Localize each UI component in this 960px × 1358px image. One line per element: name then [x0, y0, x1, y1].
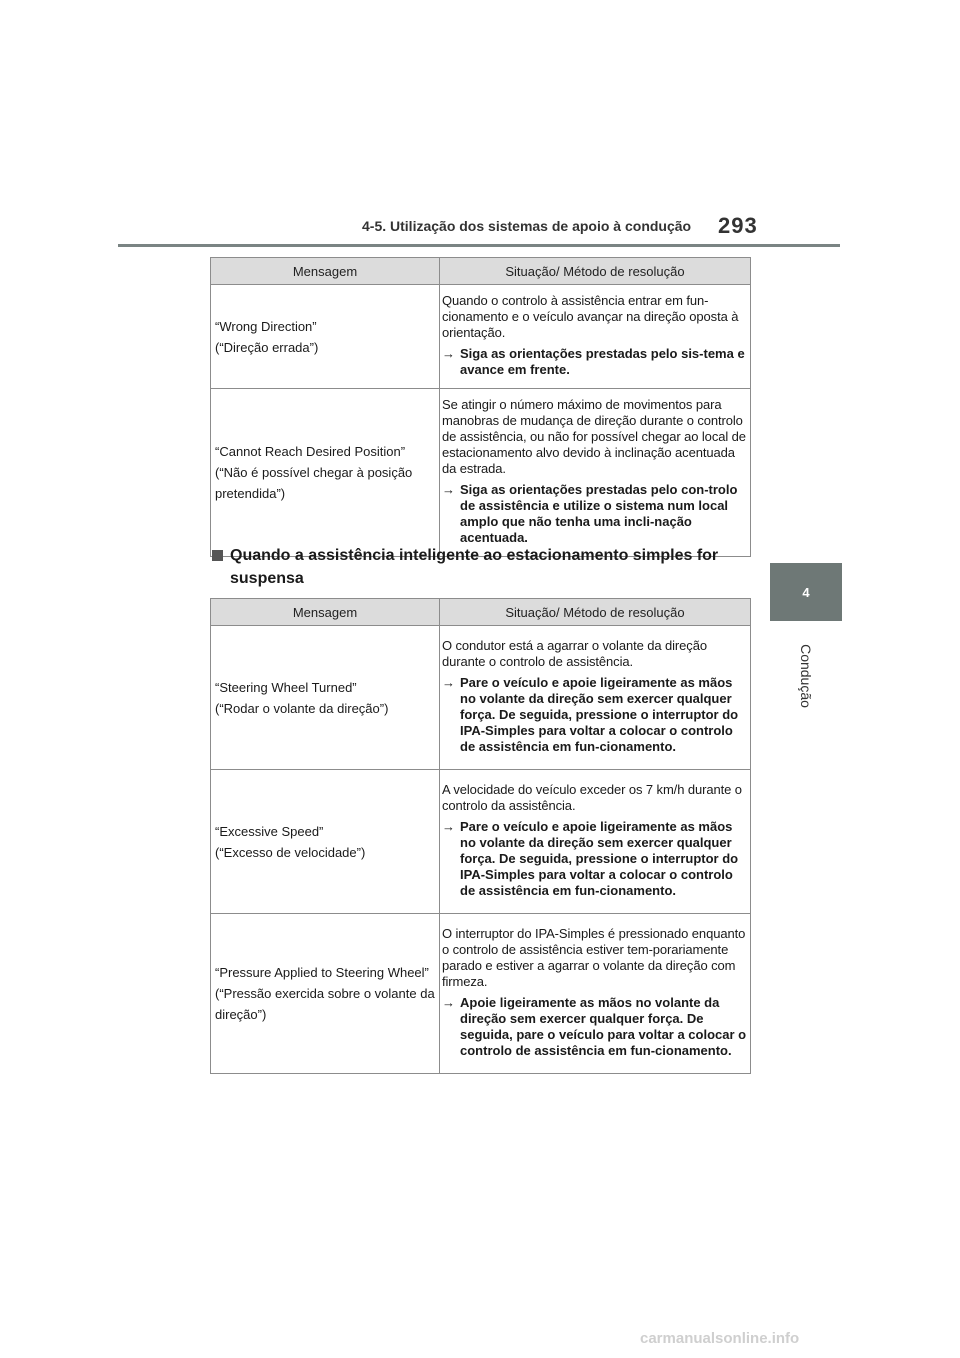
table-row [211, 285, 751, 389]
situation-description: O interruptor do IPA-Simples é pressionado enquanto o controlo de assistência estiver tem-porariamente parado e estiver a agarrar o volante da direção com firmeza. [442, 926, 746, 989]
message-translation: (“Pressão exercida sobre o volante da direção”) [215, 986, 435, 1022]
message-original: “Cannot Reach Desired Position” [215, 444, 406, 459]
situation-cell [440, 770, 751, 914]
message-original: “Pressure Applied to Steering Wheel” [215, 965, 429, 980]
arrow-right-icon: → [442, 346, 455, 361]
arrow-right-icon: → [442, 675, 455, 690]
arrow-right-icon: → [442, 482, 455, 497]
message-translation: (“Excesso de velocidade”) [215, 844, 366, 860]
message-original: “Wrong Direction” [215, 318, 317, 334]
situation-description: Se atingir o número máximo de movimentos para manobras de mudança de direção durante o controlo de assistência, ou não for possível chegar ao local de estacionamento alvo devido à inclinação acentuada da estrada. [442, 397, 746, 476]
section-heading [212, 544, 752, 590]
resolution-action [442, 819, 748, 899]
situation-cell [440, 914, 751, 1074]
page-number: 293 [718, 213, 758, 238]
chapter-tab: 4 [770, 563, 842, 621]
situation-description: Quando o controlo à assistência entrar em fun-cionamento e o veículo avançar na direção oposta à orientação. [442, 293, 739, 340]
table-header-row [211, 599, 751, 626]
message-cell [211, 626, 440, 770]
column-header-situation: Situação/ Método de resolução [440, 599, 751, 626]
table-row [211, 389, 751, 557]
message-cell [211, 914, 440, 1074]
action-text: Apoie ligeiramente as mãos no volante da direção sem exercer qualquer força. De seguida, pare o veículo para voltar a colocar o controlo de assistência em fun-cionamento. [460, 995, 747, 1058]
header-divider [118, 244, 840, 247]
column-header-message: Mensagem [211, 258, 440, 285]
message-cell [211, 389, 440, 557]
action-text: Siga as orientações prestadas pelo con-trolo de assistência e utilize o sistema num local amplo que não tenha uma incli-nação acentuada. [460, 482, 738, 545]
chapter-label: Condução [798, 644, 814, 708]
resolution-action [442, 346, 748, 378]
resolution-action [442, 995, 748, 1059]
message-original: “Excessive Speed” [215, 823, 324, 839]
message-translation: (“Rodar o volante da direção”) [215, 700, 389, 716]
situation-cell [440, 285, 751, 389]
action-text: Siga as orientações prestadas pelo sis-tema e avance em frente. [460, 346, 745, 377]
table-header-row [211, 258, 751, 285]
column-header-situation: Situação/ Método de resolução [440, 258, 751, 285]
table-row [211, 914, 751, 1074]
situation-cell [440, 626, 751, 770]
arrow-right-icon: → [442, 819, 455, 834]
message-cell [211, 285, 440, 389]
message-cell [211, 770, 440, 914]
square-bullet-icon [212, 550, 223, 561]
arrow-right-icon: → [442, 995, 455, 1010]
section-heading-text: Quando a assistência inteligente ao estacionamento simples for suspensa [230, 547, 719, 587]
section-title: 4-5. Utilização dos sistemas de apoio à condução [362, 218, 692, 234]
message-translation: (“Não é possível chegar à posição pretendida”) [215, 465, 413, 501]
message-table-1 [210, 257, 751, 557]
situation-cell [440, 389, 751, 557]
message-original: “Steering Wheel Turned” [215, 679, 357, 695]
resolution-action [442, 675, 748, 755]
message-table-2 [210, 598, 751, 1074]
table-row [211, 770, 751, 914]
column-header-message: Mensagem [211, 599, 440, 626]
resolution-action [442, 482, 748, 546]
situation-description: O condutor está a agarrar o volante da direção durante o controlo de assistência. [442, 638, 707, 669]
table-row [211, 626, 751, 770]
action-text: Pare o veículo e apoie ligeiramente as mãos no volante da direção sem exercer qualquer força. De seguida, pressione o interruptor do IPA-Simples para voltar a colocar o controlo de assistência em fun-cionamento. [460, 819, 739, 898]
message-translation: (“Direção errada”) [215, 339, 319, 355]
site-watermark: carmanualsonline.info [640, 1330, 800, 1347]
situation-description: A velocidade do veículo exceder os 7 km/h durante o controlo da assistência. [442, 782, 742, 813]
action-text: Pare o veículo e apoie ligeiramente as mãos no volante da direção sem exercer qualquer força. De seguida, pressione o interruptor do IPA-Simples para voltar a colocar o controlo de assistência em fun-cionamento. [460, 675, 739, 754]
